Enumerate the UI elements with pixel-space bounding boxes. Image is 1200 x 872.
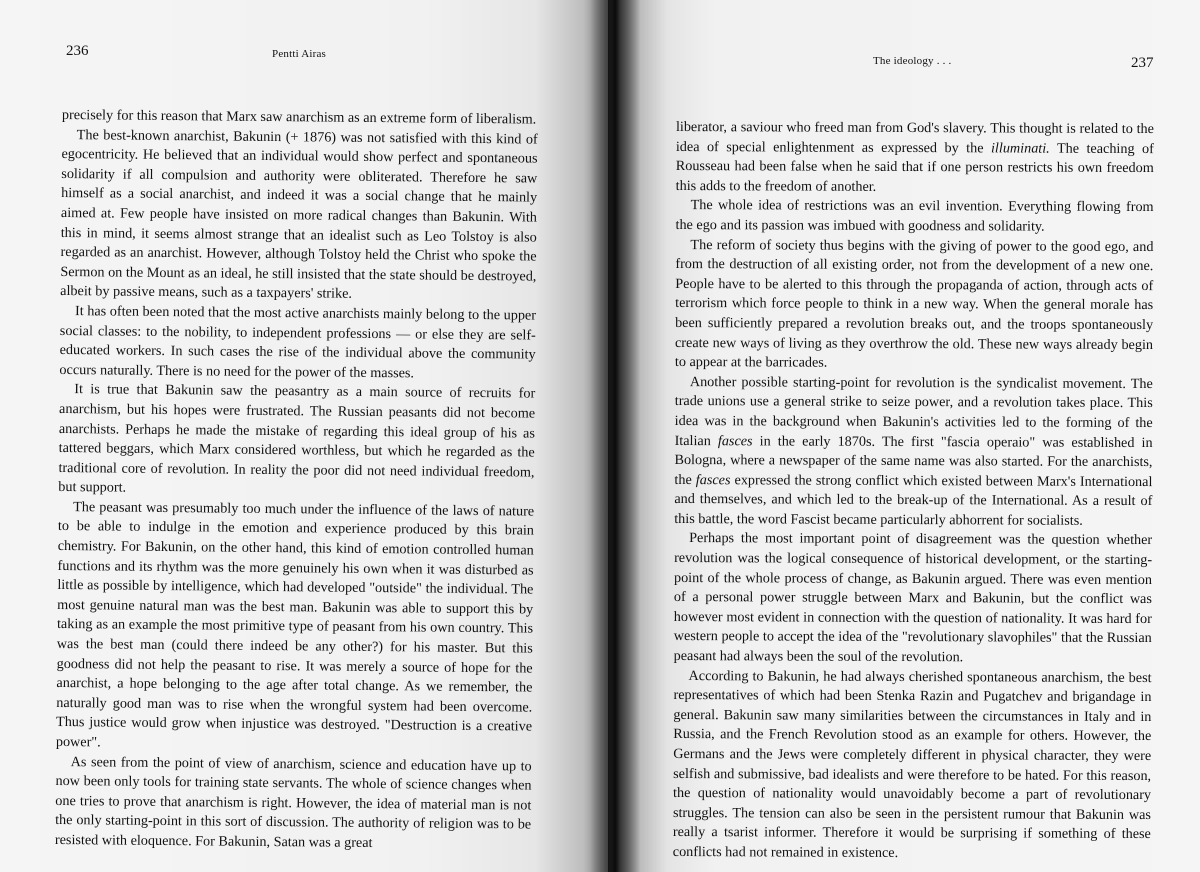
paragraph: Perhaps the most important point of disagreement was the question whether revolution was the logical consequence of historical development, or the starting-point of the whole process of change, as Bakunin argued. There was even mention of a personal power struggle between Marx and Bakunin, but the conflict was however most evident in connection with the question of nationality. It was hard for western people to accept the idea of the "revolutionary slavophiles" that the Russian peasant had always been the soul of the revolution. <box>673 530 1153 666</box>
text-run: liberator, a saviour who freed man from God's slavery. This thought is related to the idea of special enlightenment as expressed by the <box>675 118 1154 156</box>
paragraph: It has often been noted that the most active anarchists mainly belong to the upper social classes: to the nobility, to independent professions — or else they are self-educated workers. In such cases the rise of the individual above the community occurs naturally. There is no need for the power of the masses. <box>59 303 537 382</box>
paragraph: The best-known anarchist, Bakunin (+ 1876) was not satisfied with this kind of egocentricity. He believed that an individual would show perfect and spontaneous solidarity if all compulsion and authority were obliterated. Therefore he saw himself as a social anarchist, and indeed it was a social change that he mainly aimed at. Few people have insisted on more radical changes than Bakunin. With this in mind, it seems almost strange that an idealist such as Leo Tolstoy is also regarded as an anarchist. However, although Tolstoy held the Christ who spoke the Sermon on the Mount as an ideal, he still insisted that the state should be destroyed, albeit by passive means, such as a taxpayers' strike. <box>60 126 538 303</box>
paragraph: It is true that Bakunin saw the peasantry as a main source of recruits for anarchism, but his hopes were frustrated. The Russian peasants did not become anarchists. Perhaps he made the mistake of regarding this ideal group of his as tattered beggars, which Marx considered worthless, but which he regarded as the traditional core of revolution. In reality the poor did not need individual freedom, but support. <box>58 381 536 496</box>
left-running-head: Pentti Airas <box>272 48 327 60</box>
paragraph <box>676 118 1154 198</box>
paragraph: As seen from the point of view of anarchism, science and education have up to now been only tools for training state servants. The whole of science changes when one tries to prove that anarchism is right. However, the idea of material man is not the only starting-point in this sort of discussion. The authority of religion was to be resisted with eloquence. For Bakunin, Satan was a great <box>54 753 532 851</box>
paragraph: The reform of society thus begins with the giving of power to the good ego, and from the destruction of all existing order, not from the development of a new one. People have to be alerted to this through the propaganda of action, through acts of terrorism which force people to think in a new way. When the general morale has been sufficiently prepared a revolution breaks out, and the troops spontaneously create new ways of living as they overthrow the old. These new ways already begin to appear at the barricades. <box>674 236 1154 371</box>
italic-term: fasces <box>695 471 731 488</box>
left-page-number: 236 <box>66 43 89 59</box>
text-run: Another possible starting-point for revolution is the syndicalist movement. The trade unions use a general strike to seize power, and a revolution takes place. This idea was in the background when Bakunin's activities led to the forming of the Italian <box>674 373 1153 449</box>
text-run: The teaching of Rousseau had been false when he said that if one person restricts his own freedom this adds to the freedom of another. <box>675 140 1154 195</box>
italic-term: fasces <box>717 432 753 449</box>
right-page-number: 237 <box>1131 55 1154 71</box>
left-page-body <box>55 106 538 855</box>
italic-term: illuminati. <box>990 139 1050 157</box>
text-run: in the early 1870s. The first "fascia operaio" was established in Bologna, where a newspaper of the same name was also started. For the anarchists, the <box>674 432 1153 488</box>
paragraph: precisely for this reason that Marx saw anarchism as an extreme form of liberalism. <box>61 106 537 128</box>
right-page-body <box>673 118 1154 865</box>
paragraph <box>674 373 1153 532</box>
right-page <box>608 0 1200 872</box>
text-run: expressed the strong conflict which existed between Marx's International and themselves, and which led to the break-up of the International. As a result of this battle, the word Fascist became particularly abhorrent for socialists. <box>674 471 1153 529</box>
paragraph: According to Bakunin, he had always cherished spontaneous anarchism, the best representatives of which had been Stenka Razin and Pugatchev and brigandage in general. Bakunin saw many similarities between the circumstances in Italy and in Russia, and the French Revolution stood as an example for others. However, the Germans and the Jews were completely different in physical character, they were selfish and submissive, bad idealists and were therefore to be hated. For this reason, the question of nationality would unavoidably become a part of revolutionary struggles. The tension can also be seen in the persistent rumour that Bakunin was really a tsarist informer. Therefore it would be surprising if something of these conflicts had not remained in existence. <box>672 667 1152 861</box>
right-running-head: The ideology . . . <box>873 55 952 67</box>
paragraph: The whole idea of restrictions was an evil invention. Everything flowing from the ego and its passion was imbued with goodness and solidarity. <box>675 197 1154 235</box>
paragraph: The peasant was presumably too much under the influence of the laws of nature to be able to indulge in the emotion and experience produced by this brain chemistry. For Bakunin, on the other hand, this kind of emotion controlled human functions and its rhythm was the more genuinely his own when it was disturbed as little as possible by intelligence, which had developed "outside" the individual. The most genuine natural man was the best man. Bakunin was able to support this by taking as an example the most primitive type of peasant from his own country. This was the best man (could there indeed be any other?) for his master. But this goodness did not help the peasant to rise. It was merely a source of hope for the anarchist, a hope belonging to the age after total change. As we remember, the naturally good man was to rise when the wrongful system had been overcome. Thus justice would grow when injustice was destroyed. "Destruction is a creative power". <box>55 499 535 751</box>
